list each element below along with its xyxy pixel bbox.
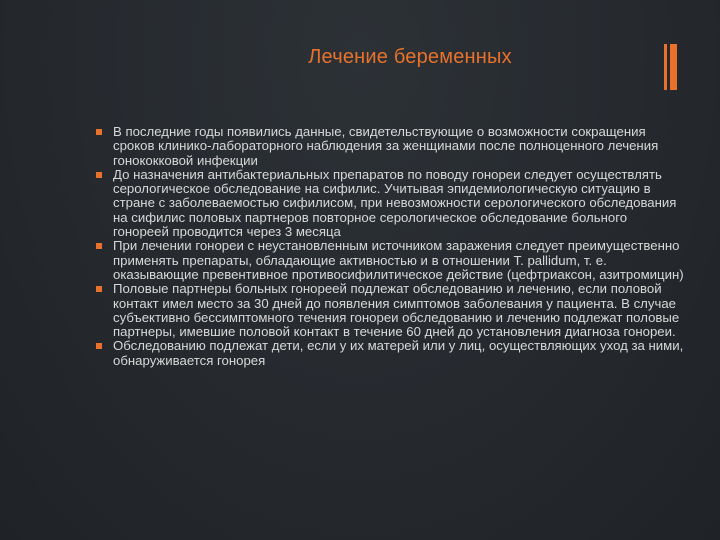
bullet-text: До назначения антибактериальных препаратов по поводу гонореи следует осуществлять серологическое обследование на сифилис. Учитывая эпидемиологическую ситуацию в стране с заболеваемостью сифилисом, при невозможности серологического обследования на сифилис половых партнеров повторное серологическое обследование больного гонореей проводится через 3 месяца	[113, 166, 677, 240]
bullet-item	[96, 239, 686, 282]
slide-title: Лечение беременных	[308, 46, 512, 68]
bullet-text: В последние годы появились данные, свидетельствующие о возможности сокращения сроков клинико-лабораторного наблюдения за женщинами после полноценного лечения гонококковой инфекции	[113, 124, 659, 168]
bullet-text: При лечении гонореи с неустановленным источником заражения следует преимущественно применять препараты, обладающие активностью и в отношении T. pallidum, т. е. оказывающие превентивное противосифилитическое действие (цефтриаксон, азитромицин)	[113, 238, 684, 282]
title-accent-bar-thick	[670, 44, 677, 90]
bullet-text: Половые партнеры больных гонореей подлежат обследованию и лечению, если половой контакт имел место за 30 дней до появления симптомов заболевания у пациента. В случае субъективно бессимптомного течения гонореи обследованию и лечению подлежат половые партнеры, имевшие половой контакт в течение 60 дней до установления диагноза гонореи.	[113, 281, 680, 340]
bullet-list	[96, 125, 686, 368]
bullet-item	[96, 168, 686, 239]
bullet-item	[96, 339, 686, 368]
bullet-item	[96, 125, 686, 168]
square-bullet-icon	[96, 129, 102, 135]
title-accent-bar-thin	[664, 44, 667, 90]
square-bullet-icon	[96, 243, 102, 249]
bullet-item	[96, 282, 686, 339]
square-bullet-icon	[96, 343, 102, 349]
square-bullet-icon	[96, 286, 102, 292]
square-bullet-icon	[96, 172, 102, 178]
bullet-text: Обследованию подлежат дети, если у их матерей или у лиц, осуществляющих уход за ними, обнаруживается гонорея	[113, 338, 684, 368]
